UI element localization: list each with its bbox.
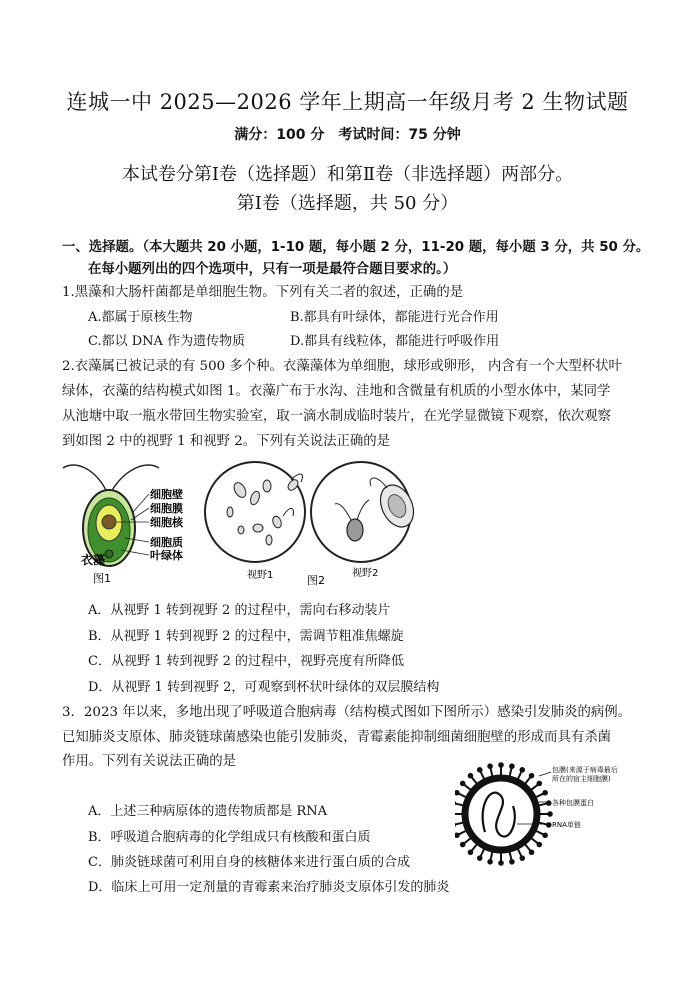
- q3-stem-line: 作用。下列有关说法正确的是: [62, 754, 237, 769]
- q2-option-d: D．从视野 1 转到视野 2，可观察到杯状叶绿体的双层膜结构: [88, 680, 440, 695]
- label-nucleus: 细胞核: [150, 516, 183, 529]
- spike-tip: [488, 860, 492, 864]
- q2-option-a: A．从视野 1 转到视野 2 的过程中，需向右移动装片: [88, 603, 391, 618]
- q3-option-d: D．临床上可用一定剂量的青霉素来治疗肺炎支原体引发的肺炎: [88, 880, 450, 895]
- spike-tip: [469, 774, 473, 778]
- q3-option-a: A．上述三种病原体的遗传物质都是 RNA: [88, 804, 328, 819]
- q1-stem: 1.黑藻和大肠杆菌都是单细胞生物。下列有关二者的叙述，正确的是: [62, 285, 464, 300]
- spike-tip: [543, 791, 547, 795]
- q2-option-b: B．从视野 1 转到视野 2 的过程中，需调节粗准焦螺旋: [88, 629, 404, 644]
- spike-tip: [461, 782, 465, 786]
- exam-meta: 满分：100 分 考试时间：75 分钟: [234, 127, 461, 143]
- section-heading: 一、选择题。（本大题共 20 小题，1-10 题，每小题 2 分，11-20 题，每小题 3 分，共 50 分。: [62, 240, 650, 255]
- spike-tip: [538, 843, 542, 847]
- fig2-caption: 图2: [307, 574, 325, 587]
- q2-stem-line: 2.衣藻属已被记录的有 500 多个种。衣藻藻体为单细胞，球形或卵形， 内含有一个大型杯状叶: [62, 359, 622, 374]
- view1-label: 视野1: [247, 570, 274, 581]
- pyrenoid-shape: [105, 550, 113, 558]
- view2-label: 视野2: [352, 568, 379, 579]
- label-cell-membrane: 细胞膜: [150, 502, 183, 515]
- spike-tip: [510, 764, 514, 768]
- spike-tip: [455, 791, 459, 795]
- rna-label: RNA单链: [552, 821, 581, 829]
- spike-tip: [530, 774, 534, 778]
- exam-intro: 本试卷分第Ⅰ卷（选择题）和第Ⅱ卷（非选择题）两部分。: [121, 164, 574, 185]
- spike-tip: [461, 843, 465, 847]
- flagellum-left: [63, 465, 107, 492]
- q3-option-b: B．呼吸道合胞病毒的化学组成只有核酸和蛋白质: [88, 830, 371, 845]
- nucleus-shape: [102, 515, 116, 529]
- organism-label: 衣藻: [81, 553, 106, 567]
- label-chloroplast: 叶绿体: [150, 549, 183, 562]
- spike-tip: [520, 856, 524, 860]
- spike-tip: [478, 768, 482, 772]
- spike-tip: [469, 851, 473, 855]
- exam-title: 连城一中 2025—2026 学年上期高一年级月考 2 生物试题: [66, 90, 629, 114]
- section-heading-line2: 在每小题列出的四个选项中，只有一项是最符合题目要求的。）: [88, 262, 457, 277]
- view1-circle: [205, 462, 305, 562]
- q3-stem-line: 3．2023 年以来，多地出现了呼吸道合胞病毒（结构模式图如下图所示）感染引发肺炎的病例。: [62, 705, 632, 720]
- q1-option-a: A.都属于原核生物: [88, 310, 193, 325]
- envelope-label-1: 包膜(来源于病毒最后: [552, 766, 618, 774]
- q2-stem-line: 到如图 2 中的视野 1 和视野 2。下列有关说法正确的是: [62, 434, 391, 449]
- q1-option-c: C.都以 DNA 作为遗传物质: [88, 334, 246, 349]
- label-cytoplasm: 细胞质: [150, 536, 183, 549]
- protein-label: 各种包膜蛋白: [552, 799, 594, 807]
- spike-tip: [478, 856, 482, 860]
- spike-tip: [548, 812, 552, 816]
- spike-tip: [488, 764, 492, 768]
- q2-option-c: C．从视野 1 转到视野 2 的过程中，视野亮度有所降低: [88, 654, 405, 669]
- chlamydomonas-figure: [55, 450, 435, 590]
- spike-tip: [520, 768, 524, 772]
- q3-option-c: C．肺炎链球菌可利用自身的核糖体来进行蛋白质的合成: [88, 855, 410, 870]
- spike-tip: [543, 833, 547, 837]
- envelope-label-2: 所在的宿主细胞膜): [552, 775, 611, 783]
- virus-envelope: [465, 778, 537, 850]
- q2-stem-line: 从池塘中取一瓶水带回生物实验室，取一滴水制成临时装片，在光学显微镜下观察，依次观察: [62, 409, 612, 424]
- virus-diagram: [455, 762, 625, 872]
- q2-stem-line: 绿体，衣藻的结构模式如图 1。衣藻广布于水沟、洼地和含微量有机质的小型水体中，某同学: [62, 384, 611, 399]
- q3-stem-line: 已知肺炎支原体、肺炎链球菌感染也能引发肺炎，青霉素能抑制细菌细胞壁的形成而具有杀菌: [62, 730, 612, 745]
- spike-tip: [538, 782, 542, 786]
- label-cell-wall: 细胞壁: [150, 488, 183, 501]
- spike-tip: [510, 860, 514, 864]
- fig1-caption: 图1: [93, 572, 111, 585]
- spike-tip: [499, 861, 503, 865]
- q1-option-b: B.都具有叶绿体，都能进行光合作用: [290, 310, 499, 325]
- spike-tip: [455, 833, 459, 837]
- spike-tip: [530, 851, 534, 855]
- part-title: 第Ⅰ卷（选择题，共 50 分）: [236, 193, 459, 214]
- q1-option-d: D.都具有线粒体，都能进行呼吸作用: [290, 334, 500, 349]
- spike-tip: [499, 763, 503, 767]
